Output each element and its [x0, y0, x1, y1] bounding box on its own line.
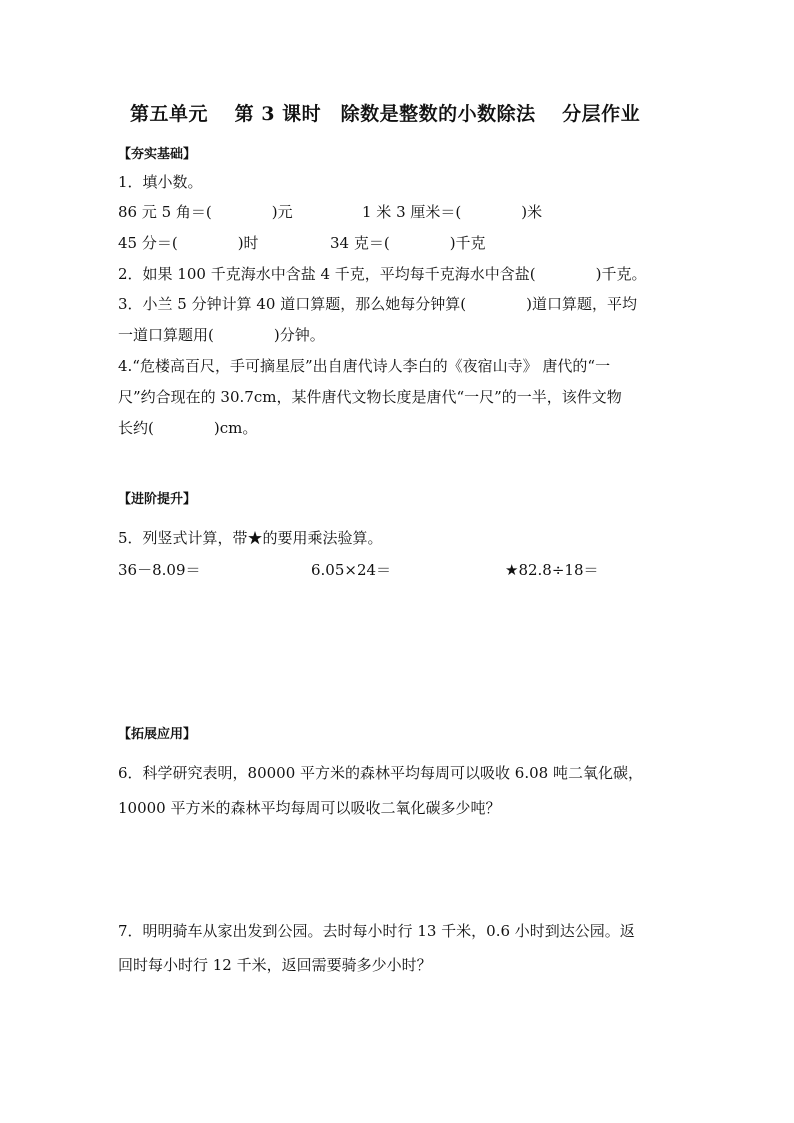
q1-stem: 1．填小数。	[118, 173, 203, 191]
q2-text: 2．如果 100 千克海水中含盐 4 千克，平均每千克海水中含盐( )千克。	[118, 265, 647, 283]
section-extended-heading: 【拓展应用】	[118, 727, 197, 742]
q3-line1: 3．小兰 5 分钟计算 40 道口算题，那么她每分钟算( )道口算题，平均	[118, 295, 637, 313]
q3-line2: 一道口算题用( )分钟。	[118, 326, 325, 344]
q5-stem: 5．列竖式计算，带★的要用乘法验算。	[118, 529, 383, 547]
q6-line2: 10000 平方米的森林平均每周可以吸收二氧化碳多少吨？	[118, 799, 501, 817]
section-basic-heading: 【夯实基础】	[118, 147, 197, 162]
q1-blank-b: 1 米 3 厘米＝( )米	[362, 203, 543, 221]
q4-line2: 尺”约合现在的 30.7cm，某件唐代文物长度是唐代“一尺”的一半，该件文物	[118, 388, 622, 406]
page-title: 第五单元 第 3 课时 除数是整数的小数除法 分层作业	[130, 103, 641, 125]
q5-expression-b: 6.05×24＝	[311, 561, 392, 579]
q4-line1: 4.“危楼高百尺，手可摘星辰”出自唐代诗人李白的《夜宿山寺》 唐代的“一	[118, 357, 611, 375]
q7-line2: 回时每小时行 12 千米，返回需要骑多少小时？	[118, 956, 432, 974]
q5-expression-a: 36－8.09＝	[118, 561, 201, 579]
q4-line3: 长约( )cm。	[118, 419, 258, 437]
q5-expression-c: ★82.8÷18＝	[505, 561, 599, 579]
q7-line1: 7．明明骑车从家出发到公园。去时每小时行 13 千米，0.6 小时到达公园。返	[118, 922, 635, 940]
q6-line1: 6．科学研究表明，80000 平方米的森林平均每周可以吸收 6.08 吨二氧化碳，	[118, 764, 643, 782]
q1-blank-a: 86 元 5 角＝( )元	[118, 203, 293, 221]
section-advanced-heading: 【进阶提升】	[118, 492, 197, 507]
q1-blank-c: 45 分＝( )时	[118, 234, 259, 252]
q1-blank-d: 34 克＝( )千克	[330, 234, 486, 252]
